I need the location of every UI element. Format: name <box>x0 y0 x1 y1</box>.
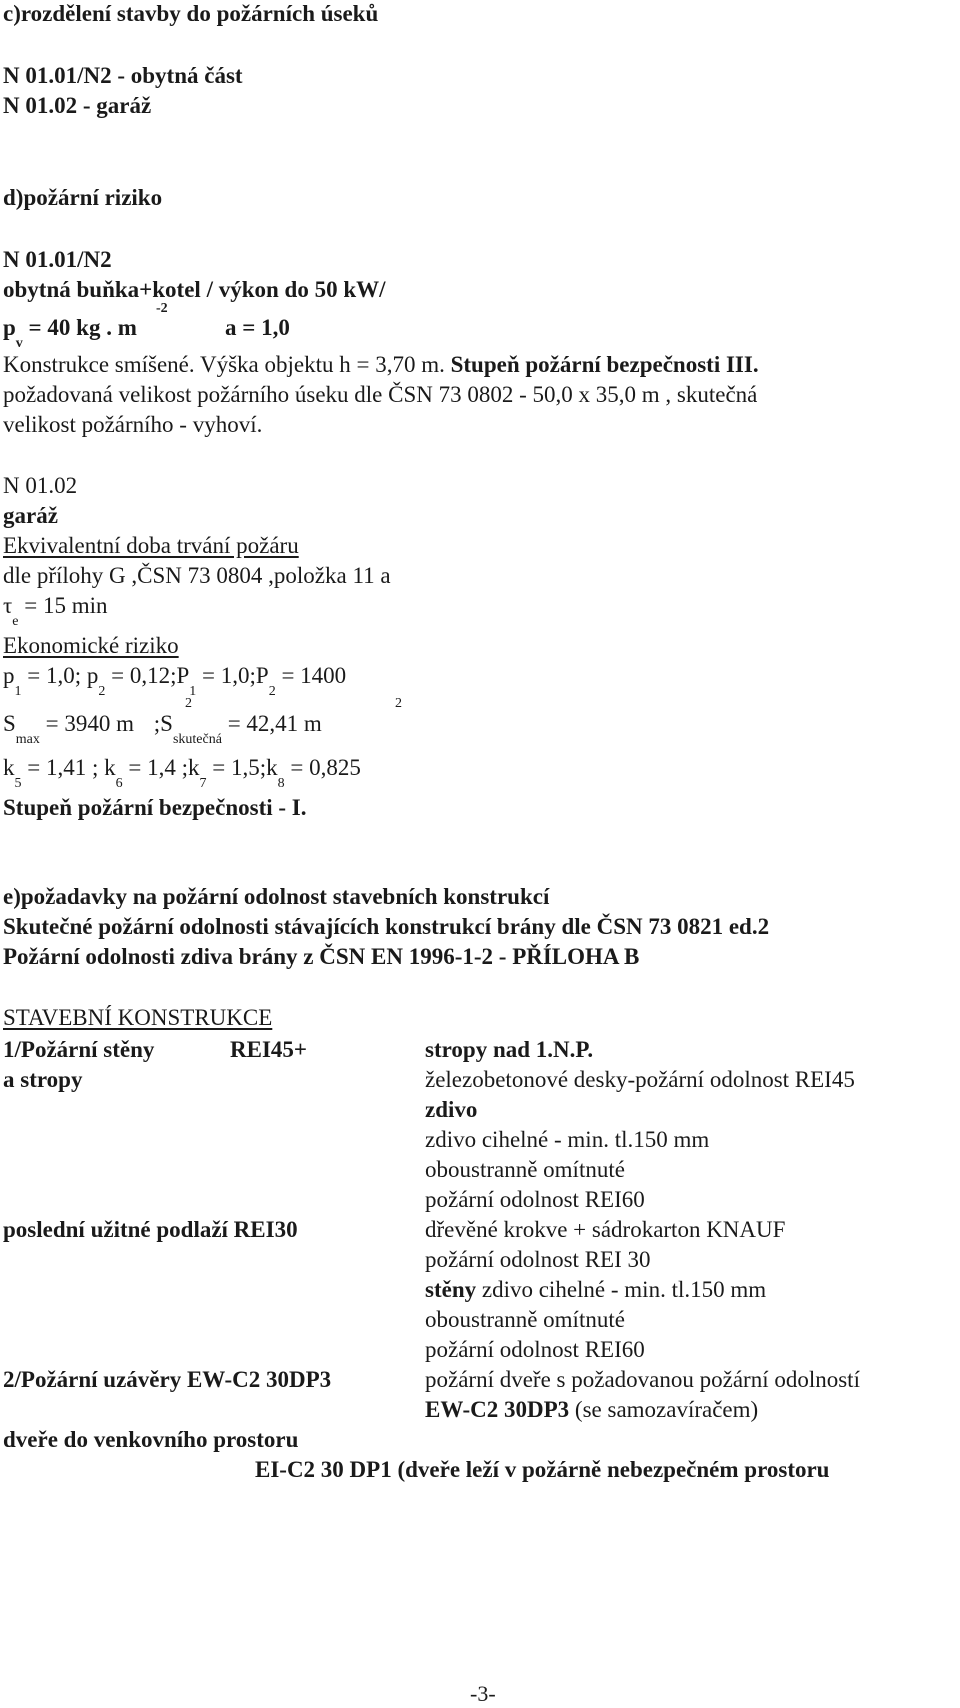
steny-bold: stěny <box>425 1277 477 1302</box>
s-exp-2: 2 <box>395 696 402 711</box>
pv-value: = 40 kg . m <box>28 315 137 340</box>
p-line-P2-val: = 1400 <box>275 663 347 688</box>
item2-label: 2/Požární uzávěry EW-C2 30DP3 <box>3 1367 332 1392</box>
konstrukce-line <box>3 353 759 376</box>
item2-bold: EW-C2 30DP3 <box>425 1397 570 1422</box>
section-c-line-1: N 01.01/N2 - obytná část <box>3 63 243 88</box>
tau-symbol: τ <box>3 593 13 618</box>
s-line <box>3 711 322 747</box>
k-line-k5-val: = 1,41 ; k <box>21 755 116 780</box>
k-line-k8-val: = 0,825 <box>284 755 361 780</box>
posledni-line-1: dřevěné krokve + sádrokarton KNAUF <box>425 1217 786 1242</box>
s-line-mid: ;S <box>148 711 173 736</box>
section-e-heading: e)požadavky na požární odolnost stavebních konstrukcí <box>3 884 550 909</box>
steny-line-3: požární odolnost REI60 <box>425 1337 645 1362</box>
steny-line <box>425 1278 766 1301</box>
n0102-id: N 01.02 <box>3 473 78 498</box>
section-e-line-1: Skutečné požární odolnosti stávajících konstrukcí brány dle ČSN 73 0821 ed.2 <box>3 914 770 939</box>
k-line-k5-sub: 5 <box>14 776 22 791</box>
p-line-p2-sub: 2 <box>98 684 106 699</box>
p-line-p2-val: = 0,12;P <box>105 663 190 688</box>
section-c-line-2: N 01.02 - garáž <box>3 93 152 118</box>
k-line-k7-val: = 1,5;k <box>206 755 278 780</box>
pv-subscript: v <box>15 336 23 351</box>
p-line-p1-sub: 1 <box>14 684 22 699</box>
posledni-label: poslední užitné podlaží REI30 <box>3 1217 298 1242</box>
eko-heading: Ekonomické riziko <box>3 633 179 658</box>
zdivo-line-1: zdivo cihelné - min. tl.150 mm <box>425 1127 710 1152</box>
dvere-rating: EI-C2 30 DP1 (dveře leží v požárně nebezpečném prostoru <box>255 1457 830 1482</box>
stupen-iii: Stupeň požární bezpečnosti III. <box>450 352 759 377</box>
zdivo-line-3: požární odolnost REI60 <box>425 1187 645 1212</box>
p-line <box>3 663 347 699</box>
dle-line: dle přílohy G ,ČSN 73 0804 ,položka 11 a <box>3 563 391 588</box>
k-line-k6-sub: 6 <box>115 776 123 791</box>
p-line-p1-val: = 1,0; p <box>21 663 99 688</box>
item2-rest: (se samozavíračem) <box>569 1397 759 1422</box>
pozad-line-2: velikost požárního - vyhoví. <box>3 412 263 437</box>
item1-label-2: a stropy <box>3 1067 83 1092</box>
zdivo-heading: zdivo <box>425 1097 478 1122</box>
a-value: a = 1,0 <box>225 315 290 340</box>
pv-exponent: -2 <box>156 301 168 316</box>
s-line-skut-sub: skutečná <box>172 732 222 747</box>
n0101-desc: obytná buňka+kotel / výkon do 50 kW/ <box>3 277 386 302</box>
item1-label: 1/Požární stěny <box>3 1037 155 1062</box>
p-line-p1: p <box>3 663 15 688</box>
stropy-desc: železobetonové desky-požární odolnost REI45 <box>425 1067 855 1092</box>
page-number: -3- <box>470 1681 496 1706</box>
stropy-heading: stropy nad 1.N.P. <box>425 1037 594 1062</box>
item1-rating: REI45+ <box>230 1037 308 1062</box>
steny-line-2: oboustranně omítnuté <box>425 1307 625 1332</box>
tau-line <box>3 593 108 629</box>
k-line-k8-sub: 8 <box>277 776 285 791</box>
n0101-id: N 01.01/N2 <box>3 247 112 272</box>
p-line-P2-sub: 2 <box>268 684 276 699</box>
k-line <box>3 755 361 791</box>
p-line-P1-val: = 1,0;P <box>196 663 269 688</box>
section-c-heading: c)rozdělení stavby do požárních úseků <box>3 1 379 26</box>
pv-symbol: p <box>3 315 16 340</box>
k-line-k7-sub: 7 <box>199 776 207 791</box>
pozad-line-1: požadovaná velikost požárního úseku dle ČSN 73 0802 - 50,0 x 35,0 m , skutečná <box>3 382 758 407</box>
s-exp-1: 2 <box>185 696 192 711</box>
k-line-k5: k <box>3 755 15 780</box>
s-line-s: S <box>3 711 16 736</box>
stupen-i: Stupeň požární bezpečnosti - I. <box>3 795 307 820</box>
item2-line-2 <box>425 1398 758 1421</box>
item2-desc: požární dveře s požadovanou požární odolností <box>425 1367 860 1392</box>
konstrukce-heading: STAVEBNÍ KONSTRUKCE <box>3 1005 273 1030</box>
tau-value: = 15 min <box>24 593 108 618</box>
s-line-max-sub: max <box>15 732 40 747</box>
ekv-heading: Ekvivalentní doba trvání požáru <box>3 533 299 558</box>
k-line-k6-val: = 1,4 ;k <box>122 755 200 780</box>
posledni-line-2: požární odolnost REI 30 <box>425 1247 651 1272</box>
s-line-skut-val: = 42,41 m <box>221 711 322 736</box>
konstrukce-text: Konstrukce smíšené. Výška objektu h = 3,70 m. <box>3 352 445 377</box>
p-line-P1-sub: 1 <box>189 684 197 699</box>
zdivo-line-2: oboustranně omítnuté <box>425 1157 625 1182</box>
dvere-label: dveře do venkovního prostoru <box>3 1427 299 1452</box>
steny-rest: zdivo cihelné - min. tl.150 mm <box>476 1277 767 1302</box>
tau-subscript: e <box>12 614 19 629</box>
pv-line <box>3 315 137 351</box>
s-line-max-val: = 3940 m <box>39 711 135 736</box>
section-d-heading: d)požární riziko <box>3 185 163 210</box>
section-e-line-2: Požární odolnosti zdiva brány z ČSN EN 1996-1-2 - PŘÍLOHA B <box>3 944 640 969</box>
n0102-name: garáž <box>3 503 58 528</box>
